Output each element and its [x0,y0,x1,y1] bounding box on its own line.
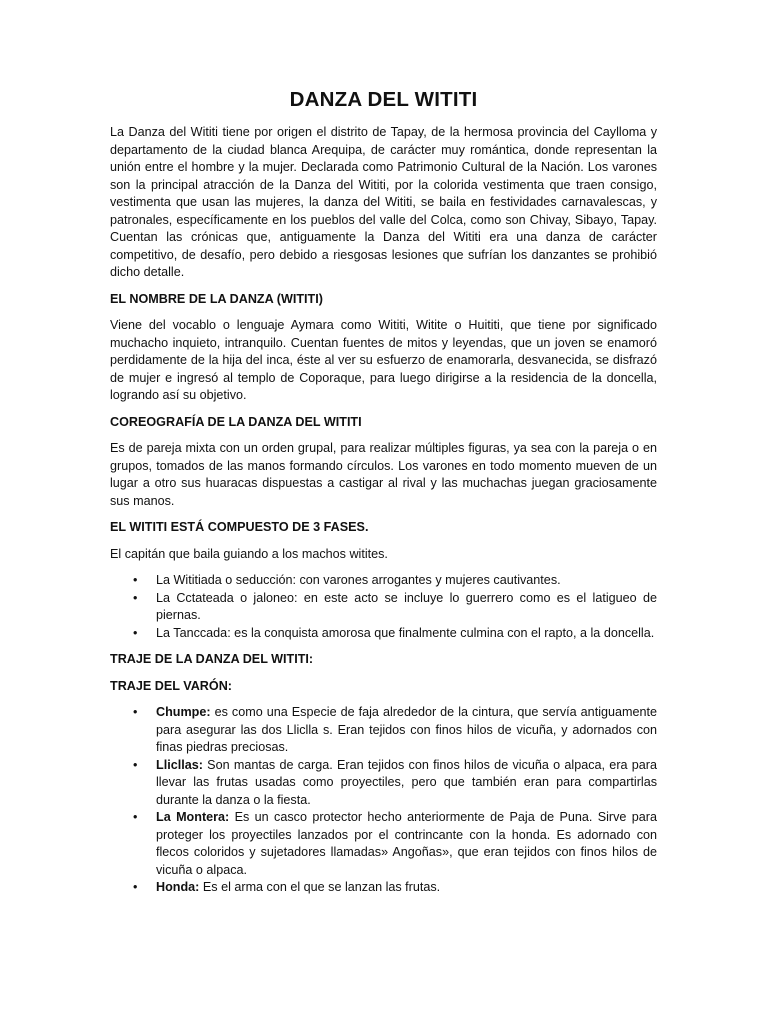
bullet-icon: • [133,573,138,587]
list-item-term: Llicllas: [156,757,203,772]
section-heading-coreografia: COREOGRAFÍA DE LA DANZA DEL WITITI [110,414,362,429]
list-item-text: es como una Especie de faja alrededor de la cintura, que servía antiguamente para asegurar las dos Lliclla s. Eran tejidos con finos hilos de vicuña, y adornados con finas piedras preciosas. [156,705,657,754]
section-subheading-traje-varon: TRAJE DEL VARÓN: [110,678,232,693]
list-item [133,704,657,757]
section-heading-nombre: EL NOMBRE DE LA DANZA (WITITI) [110,291,323,306]
list-item-text: La Wititiada o seducción: con varones arrogantes y mujeres cautivantes. [156,573,561,587]
list-item-text: Es un casco protector hecho anteriormente de Paja de Puna. Sirve para proteger los proyectiles lanzados por el contrincante con la honda. Es adornado con flecos coloridos y sujetadores llamadas» Angoñas», que eran tejidos con finos hilos de vicuña o alpaca. [156,810,658,877]
fases-list [110,572,657,642]
section-heading-traje: TRAJE DE LA DANZA DEL WITITI: [110,652,314,666]
bullet-icon: • [133,880,138,894]
section-heading-fases: EL WITITI ESTÁ COMPUESTO DE 3 FASES. [110,520,369,534]
list-item-text: Es el arma con el que se lanzan las frutas. [199,880,441,894]
bullet-icon: • [133,590,138,605]
list-item-term: Chumpe: [156,705,211,719]
bullet-icon: • [133,705,138,719]
list-item [133,625,657,643]
bullet-icon: • [133,625,138,640]
list-item [133,809,658,879]
traje-list [110,704,657,897]
list-item [133,757,657,810]
bullet-icon: • [133,757,138,772]
list-item [133,879,657,897]
list-item [133,572,657,590]
list-item-text: La Tanccada: es la conquista amorosa que finalmente culmina con el rapto, a la doncella. [156,625,655,640]
section-text-fases: El capitán que baila guiando a los machos witites. [110,546,388,561]
document-title: DANZA DEL WITITI [289,88,478,111]
list-item-term: Honda: [156,880,200,894]
list-item-text: Son mantas de carga. Eran tejidos con finos hilos de vicuña o alpaca, era para llevar las frutas usadas como proyectiles, pero que también eran para compartirlas durante la danza o la fiesta. [156,757,657,807]
list-item-term: La Montera: [156,810,230,824]
bullet-icon: • [133,810,138,824]
list-item [133,590,657,625]
intro-paragraph: La Danza del Wititi tiene por origen el distrito de Tapay, de la hermosa provincia del Caylloma y departamento de la ciudad blanca Arequipa, de carácter muy romántica, donde representan la unión entre el hombre y la mujer. Declarada como Patrimonio Cultural de la Nación. Los varones son la principal atracción de la Danza del Wititi, por la colorida vestimenta que traen consigo, vestimenta que usan las mujeres, la danza del Wititi, se baila en festividades carnavalescas, y patronales, específicamente en los pueblos del valle del Colca, como son Chivay, Sibayo, Tapay. Cuentan las crónicas que, antiguamente la Danza del Wititi era una danza de carácter competitivo, de desafío, pero debido a riesgosas lesiones que sufrían los danzantes se prohibió dicho detalle. [110,125,657,279]
section-text-coreografia: Es de pareja mixta con un orden grupal, para realizar múltiples figuras, ya sea con la pareja o en grupos, tomados de las manos formando círculos. Los varones en todo momento mueven de un lugar a otro sus huaracas dispuestas a castigar al rival y las muchachas juegan graciosamente sus manos. [110,441,657,508]
list-item-text: La Cctateada o jaloneo: en este acto se incluye lo guerrero como es el latigueo de piernas. [156,590,657,622]
section-text-nombre: Viene del vocablo o lenguaje Aymara como Wititi, Witite o Huititi, que tiene por significado muchacho inquieto, intranquilo. Cuentan fuentes de mitos y leyendas, que un joven se enamoró perdidamente de la hija del inca, éste al ver su esfuerzo de enamorarla, desvanecida, se disfrazó de mujer e ingresó al templo de Coporaque, para luego dirigirse a la residencia de la doncella, logrando así su objetivo. [110,318,657,402]
